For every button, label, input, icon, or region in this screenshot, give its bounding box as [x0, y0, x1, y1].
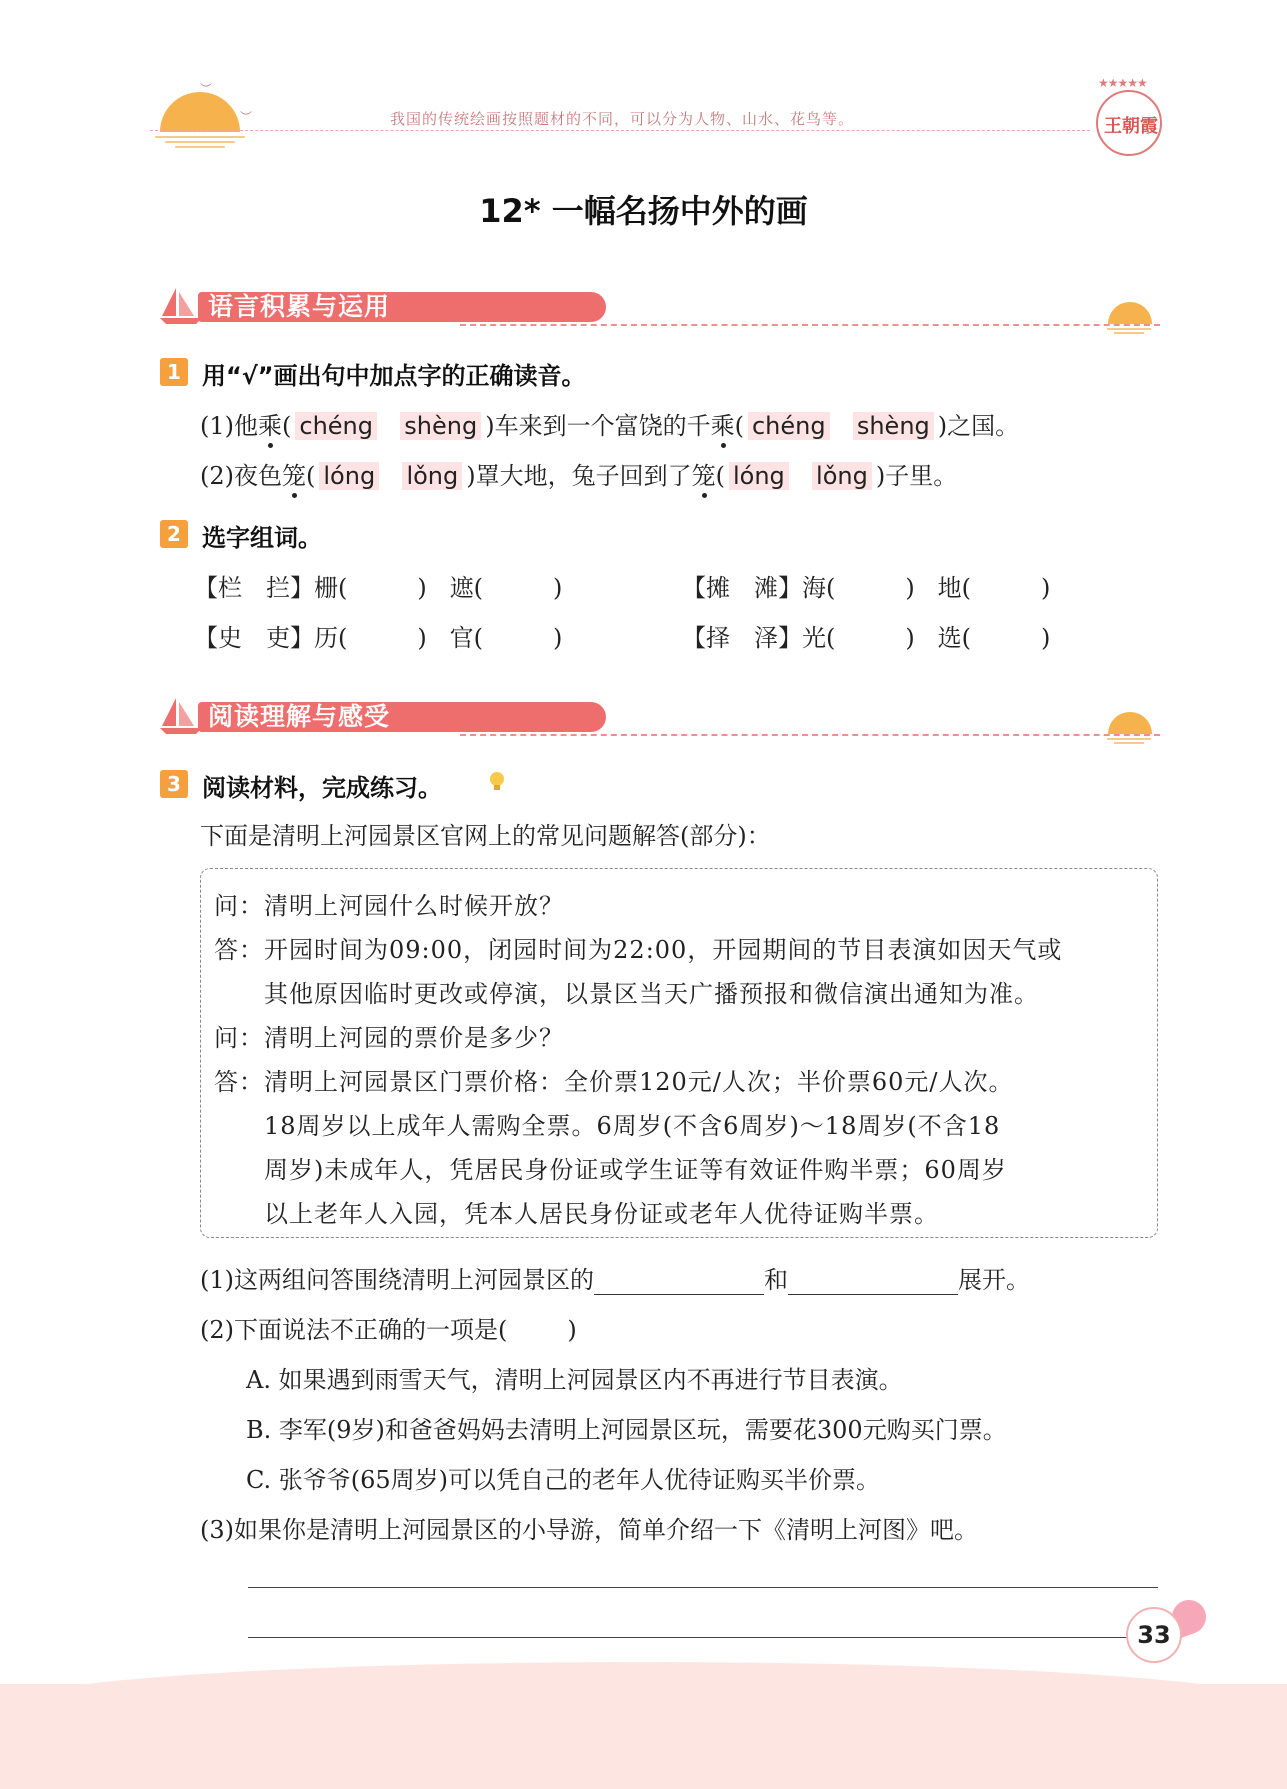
word-prompt: 地(	[937, 574, 972, 602]
question-number: 1	[160, 358, 188, 386]
sentence-text: )罩大地，兔子回到了	[466, 462, 692, 490]
paren-close: )	[553, 574, 563, 602]
faq-line: 问：清明上河园的票价是多少？	[214, 1024, 564, 1052]
faq-line: 以上老年人入园，凭本人居民身份证或老年人优待证购半票。	[214, 1200, 939, 1228]
faq-line: 其他原因临时更改或停演，以景区当天广播预报和微信演出通知为准。	[214, 980, 1039, 1008]
lightbulb-icon	[488, 770, 506, 794]
q1-sentence-2	[200, 456, 957, 491]
char-group: 【史 吏】	[194, 624, 314, 652]
question-title: 用“√”画出句中加点字的正确读音。	[202, 362, 586, 390]
word-prompt: 栅(	[314, 574, 348, 602]
q3-sub-3: (3)如果你是清明上河园景区的小导游，简单介绍一下《清明上河图》吧。	[200, 1516, 978, 1544]
paren-close: )	[417, 574, 427, 602]
char-group: 【择 泽】	[682, 624, 802, 652]
paren-open: (	[306, 462, 316, 490]
page-title: 12* 一幅名扬中外的画	[479, 192, 808, 230]
answer-blank[interactable]	[594, 1271, 764, 1295]
paren-open: (	[282, 412, 292, 440]
section-title: 语言积累与运用	[198, 292, 606, 322]
word-prompt: 遮(	[449, 574, 484, 602]
pinyin-option[interactable]: chéng	[748, 412, 830, 440]
sub-question-text: (1)这两组问答围绕清明上河园景区的	[200, 1266, 594, 1294]
option-b[interactable]: B. 李军(9岁)和爸爸妈妈去清明上河园景区玩，需要花300元购买门票。	[246, 1416, 1007, 1444]
faq-line: 问：清明上河园什么时候开放？	[214, 892, 564, 920]
dotted-char: 笼	[282, 462, 306, 490]
paren-close: )	[905, 574, 915, 602]
pinyin-option[interactable]: shèng	[853, 412, 934, 440]
sentence-text: )车来到一个富饶的千	[485, 412, 711, 440]
paren-open: (	[715, 462, 725, 490]
paren-close: )	[905, 624, 915, 652]
q2-row-1	[194, 568, 562, 603]
answer-blank[interactable]	[788, 1271, 958, 1295]
paren-close: )	[417, 624, 427, 652]
word-prompt: 选(	[937, 624, 972, 652]
bird-icon: ︶	[240, 110, 253, 124]
sun-reflection-decoration	[150, 133, 250, 151]
section-divider	[460, 324, 1160, 326]
brand-seal	[1090, 76, 1170, 166]
faq-line: 答：开园时间为09:00，闭园时间为22:00，开园期间的节目表演如因天气或	[214, 936, 1063, 964]
paren-close: )	[1041, 624, 1051, 652]
question-number: 3	[160, 770, 188, 798]
word-prompt: 官(	[449, 624, 484, 652]
page-number: 33	[1137, 1621, 1171, 1649]
q2-row-2	[194, 618, 562, 653]
q2-row-2b	[682, 618, 1050, 653]
sun-decoration	[1108, 712, 1152, 734]
seal-brand-text: 王朝霞	[1104, 116, 1158, 137]
word-prompt: 光(	[802, 624, 836, 652]
answer-line[interactable]	[248, 1637, 1158, 1638]
q3-sub-2	[200, 1310, 577, 1345]
pinyin-option[interactable]: lǒng	[402, 462, 462, 490]
sun-decoration	[1108, 302, 1152, 324]
pinyin-option[interactable]: chéng	[295, 412, 377, 440]
answer-line[interactable]	[248, 1587, 1158, 1588]
sub-question-text: (2)下面说法不正确的一项是(	[200, 1316, 508, 1344]
paren-close: )	[1041, 574, 1051, 602]
header-motto: 我国的传统绘画按照题材的不同，可以分为人物、山水、花鸟等。	[390, 110, 855, 128]
sun-reflection-decoration	[1104, 326, 1154, 336]
char-group: 【摊 滩】	[682, 574, 802, 602]
dotted-char: 乘	[710, 412, 735, 440]
word-prompt: 海(	[802, 574, 836, 602]
sun-decoration	[160, 92, 240, 132]
sentence-text: )之国。	[937, 412, 1020, 440]
pinyin-option[interactable]: lǒng	[812, 462, 872, 490]
dotted-char: 笼	[691, 462, 716, 490]
bird-icon: ︶	[200, 82, 213, 96]
sub-question-text: 展开。	[958, 1266, 1030, 1294]
pinyin-option[interactable]: shèng	[400, 412, 481, 440]
q3-sub-1	[200, 1260, 1030, 1295]
dotted-char: 乘	[258, 412, 282, 440]
sentence-text: )子里。	[875, 462, 958, 490]
option-c[interactable]: C. 张爷爷(65周岁)可以凭自己的老年人优待证购买半价票。	[246, 1466, 881, 1494]
question-number: 2	[160, 520, 188, 548]
char-group: 【栏 拦】	[194, 574, 314, 602]
sub-question-text: 和	[764, 1266, 788, 1294]
word-prompt: 历(	[314, 624, 348, 652]
sentence-text: (2)夜色	[200, 462, 282, 490]
faq-line: 周岁)未成年人，凭居民身份证或学生证等有效证件购半票；60周岁	[214, 1156, 1007, 1184]
option-a[interactable]: A. 如果遇到雨雪天气，清明上河园景区内不再进行节目表演。	[246, 1366, 903, 1394]
faq-line: 答：清明上河园景区门票价格：全价票120元/人次；半价票60元/人次。	[214, 1068, 1014, 1096]
q2-row-1b	[682, 568, 1050, 603]
pinyin-option[interactable]: lóng	[319, 462, 379, 490]
question-title: 阅读材料，完成练习。	[202, 774, 442, 802]
faq-line: 18周岁以上成年人需购全票。6周岁(不含6周岁)～18周岁(不含18	[214, 1112, 1001, 1140]
paren-close: )	[553, 624, 563, 652]
star-icon: ★★★★★	[1098, 76, 1147, 90]
footer-decoration	[0, 1684, 1287, 1789]
question-title: 选字组词。	[202, 524, 322, 552]
header-divider	[150, 130, 1090, 131]
paren-close: )	[567, 1316, 577, 1344]
paren-open: (	[734, 412, 744, 440]
sun-reflection-decoration	[1104, 736, 1154, 746]
sentence-text: (1)他	[200, 412, 258, 440]
section-title: 阅读理解与感受	[198, 702, 606, 732]
q1-sentence-1	[200, 406, 1019, 441]
pinyin-option[interactable]: lóng	[729, 462, 789, 490]
q3-intro: 下面是清明上河园景区官网上的常见问题解答(部分)：	[200, 822, 771, 850]
section-divider	[460, 734, 1160, 736]
